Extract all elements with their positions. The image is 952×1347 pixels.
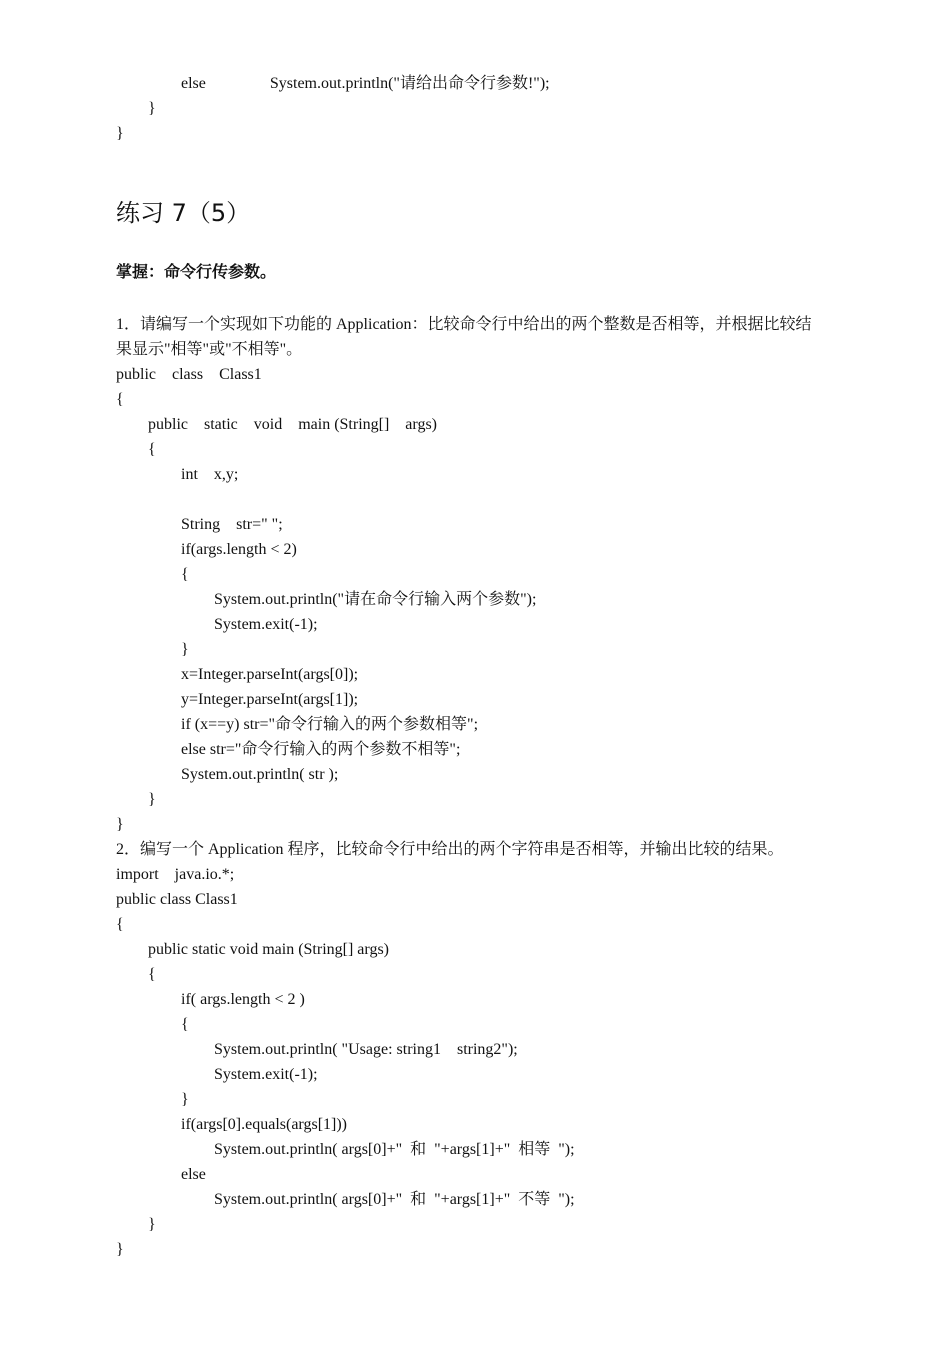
code-line: System.out.println( "Usage: string1 string2"); bbox=[214, 1041, 518, 1058]
code-line: System.exit(-1); bbox=[214, 1066, 318, 1083]
code-line: String str=" "; bbox=[181, 516, 283, 533]
code-line: if( args.length < 2 ) bbox=[181, 991, 305, 1008]
code-line: { bbox=[181, 1016, 189, 1033]
code-line: { bbox=[116, 916, 124, 933]
code-line: } bbox=[148, 100, 156, 117]
section-subtitle: 掌握：命令行传参数。 bbox=[116, 262, 277, 281]
code-line: System.out.println("请在命令行输入两个参数"); bbox=[214, 591, 537, 608]
code-line: else System.out.println("请给出命令行参数!"); bbox=[181, 75, 550, 92]
code-line: } bbox=[116, 816, 124, 833]
code-line: x=Integer.parseInt(args[0]); bbox=[181, 666, 359, 683]
exercise1-prompt: 1．请编写一个实现如下功能的 Application：比较命令行中给出的两个整数是否相等，并根据比较结 bbox=[116, 316, 812, 333]
code-line: if(args.length < 2) bbox=[181, 541, 297, 558]
code-line: if (x==y) str="命令行输入的两个参数相等"; bbox=[181, 716, 479, 733]
code-line: public static void main (String[] args) bbox=[148, 941, 389, 958]
code-line: } bbox=[148, 791, 156, 808]
code-line: System.out.println( args[0]+" 和 "+args[1]+" 不等 "); bbox=[214, 1191, 575, 1208]
code-line: System.out.println( str ); bbox=[181, 766, 339, 783]
exercise2-prompt: 2．编写一个 Application 程序，比较命令行中给出的两个字符串是否相等，并输出比较的结果。 bbox=[116, 841, 784, 858]
code-line: else bbox=[181, 1166, 206, 1183]
code-line: y=Integer.parseInt(args[1]); bbox=[181, 691, 359, 708]
code-line: public static void main (String[] args) bbox=[148, 416, 437, 433]
code-line: int x,y; bbox=[181, 466, 239, 483]
code-line: } bbox=[148, 1216, 156, 1233]
code-line: } bbox=[181, 641, 189, 658]
section-title: 练习 7（5） bbox=[116, 199, 251, 227]
code-line: { bbox=[148, 966, 156, 983]
code-line: System.out.println( args[0]+" 和 "+args[1]+" 相等 "); bbox=[214, 1141, 575, 1158]
code-line: } bbox=[116, 1241, 124, 1258]
code-line: { bbox=[148, 441, 156, 458]
exercise1-prompt: 果显示"相等"或"不相等"。 bbox=[116, 341, 303, 358]
code-line: System.exit(-1); bbox=[214, 616, 318, 633]
code-line: if(args[0].equals(args[1])) bbox=[181, 1116, 348, 1133]
code-line: import java.io.*; bbox=[116, 866, 235, 883]
code-line: } bbox=[181, 1091, 189, 1108]
code-line: public class Class1 bbox=[116, 891, 238, 908]
code-line: { bbox=[181, 566, 189, 583]
code-line: public class Class1 bbox=[116, 366, 262, 383]
code-line: else str="命令行输入的两个参数不相等"; bbox=[181, 741, 461, 758]
code-line: { bbox=[116, 391, 124, 408]
code-line: } bbox=[116, 125, 124, 142]
